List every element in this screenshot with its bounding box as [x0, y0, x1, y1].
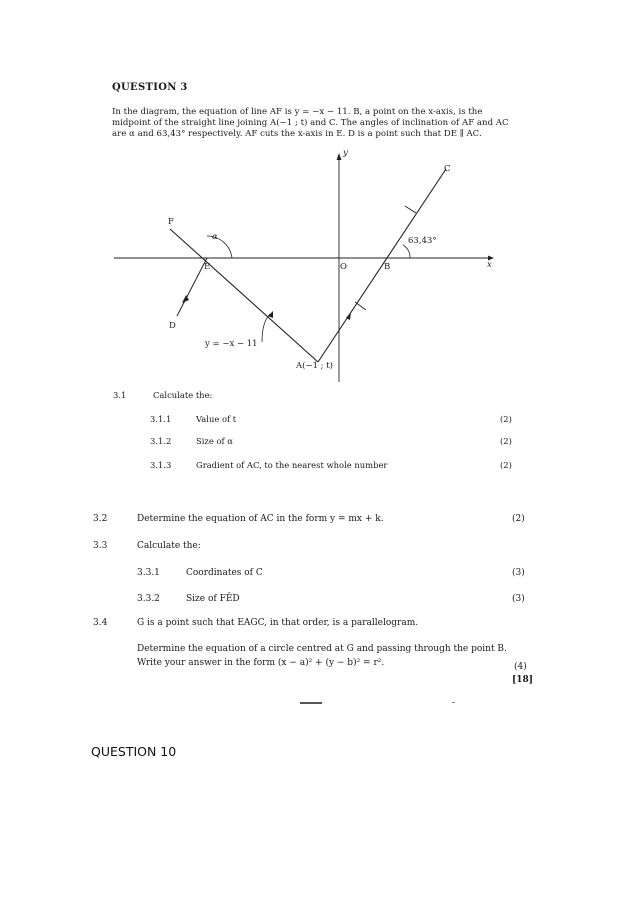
scan-artifact	[300, 702, 322, 704]
q3-3-heading: Calculate the:	[137, 541, 201, 551]
point-f-label: F	[168, 217, 174, 227]
alpha-arc	[207, 236, 232, 258]
point-b-label: B	[384, 262, 391, 272]
tick-ab	[355, 302, 366, 310]
origin-label: O	[340, 262, 347, 272]
line-equation-label: y = −x − 11	[205, 339, 258, 349]
intro-line-1: In the diagram, the equation of line AF is y = −x − 11. B, a point on the x-axis, is the	[112, 107, 483, 117]
tick-bc	[405, 206, 416, 213]
y-axis-label: y	[343, 148, 348, 158]
scan-artifact-dot	[452, 702, 455, 703]
q3-1-1-number: 3.1.1	[150, 414, 172, 424]
point-e-label: E	[204, 262, 211, 272]
question-total: [18]	[512, 675, 534, 685]
q3-3-1-text: Coordinates of C	[186, 568, 263, 578]
point-a-label: A(−1 ; t)	[296, 361, 333, 371]
line-de	[177, 258, 207, 316]
q3-3-number: 3.3	[93, 541, 108, 551]
q3-1-2-text: Size of α	[196, 436, 233, 446]
q3-1-1-marks: (2)	[500, 414, 512, 424]
question-10-heading: QUESTION 10	[91, 744, 177, 759]
q3-1-heading: Calculate the:	[153, 390, 213, 400]
q3-3-2-text: Size of FÊD	[186, 594, 240, 604]
q3-1-3-text: Gradient of AC, to the nearest whole number	[196, 460, 388, 470]
q3-3-1-marks: (3)	[512, 568, 525, 578]
x-axis-label: x	[487, 260, 492, 270]
de-parallel-arrow	[182, 295, 189, 303]
q3-4-line-1: G is a point such that EAGC, in that order, is a parallelogram.	[137, 618, 419, 628]
q3-3-2-number: 3.3.2	[137, 594, 160, 604]
q3-1-3-number: 3.1.3	[150, 460, 172, 470]
y-axis-arrow	[337, 153, 342, 160]
q3-3-2-marks: (3)	[512, 594, 525, 604]
q3-2-text: Determine the equation of AC in the form y = mx + k.	[137, 514, 384, 524]
point-c-label: C	[444, 164, 451, 174]
question-title: QUESTION 3	[112, 82, 188, 93]
line-ac	[318, 169, 446, 362]
q3-1-2-number: 3.1.2	[150, 436, 172, 446]
point-d-label: D	[169, 321, 176, 331]
q3-3-1-number: 3.3.1	[137, 568, 160, 578]
q3-1-number: 3.1	[113, 390, 127, 400]
angle-63-label: 63,43°	[408, 236, 437, 246]
q3-2-number: 3.2	[93, 514, 108, 524]
q3-2-marks: (2)	[512, 514, 525, 524]
q3-1-2-marks: (2)	[500, 436, 512, 446]
q3-4-marks: (4)	[514, 662, 527, 672]
q3-1-1-text: Value of t	[196, 414, 237, 424]
q3-4-line-3: Write your answer in the form (x − a)² + (y − b)² = r².	[137, 658, 385, 668]
alpha-label: α	[212, 232, 218, 242]
intro-line-3: are α and 63,43° respectively. AF cuts the x-axis in E. D is a point such that DE ∥ AC.	[112, 129, 482, 139]
q3-1-3-marks: (2)	[500, 460, 512, 470]
equation-callout-arrow	[268, 311, 273, 318]
q3-4-number: 3.4	[93, 618, 108, 628]
q3-4-line-2: Determine the equation of a circle centred at G and passing through the point B.	[137, 644, 507, 654]
angle-63-arc	[403, 245, 410, 258]
intro-line-2: midpoint of the straight line joining A(−1 ; t) and C. The angles of inclination of AF and AC	[112, 118, 509, 128]
